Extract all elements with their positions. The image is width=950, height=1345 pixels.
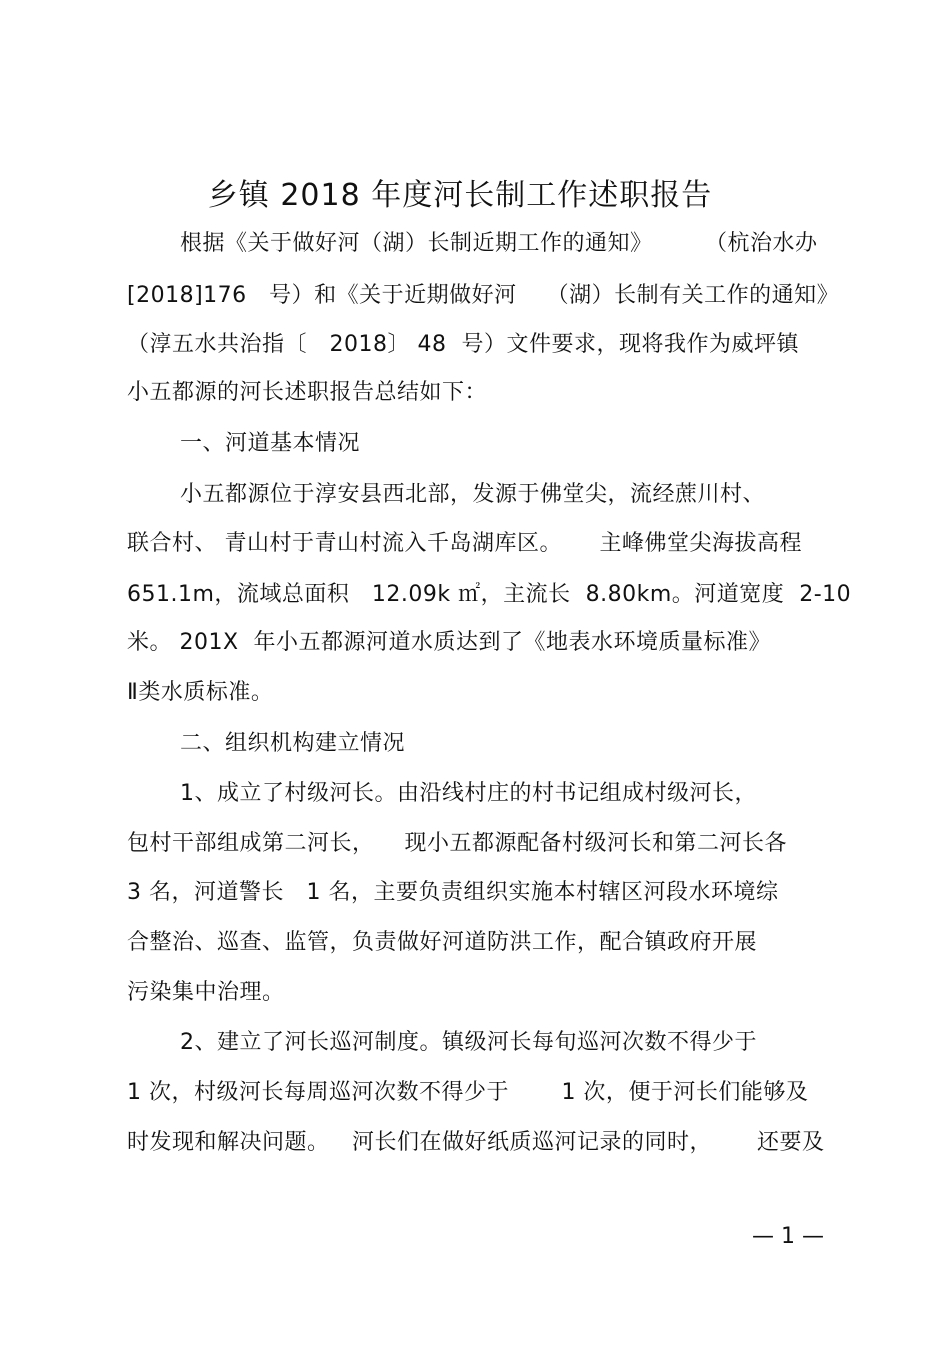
body-line-14: 污染集中治理。 [127,980,285,1005]
body-line-3: （淳五水共治指〔 2018〕 48 号）文件要求，现将我作为威坪镇 [127,332,799,357]
document-title: 乡镇 2018 年度河长制工作述职报告 [207,178,713,213]
body-line-10: 1、成立了村级河长。由沿线村庄的村书记组成村级河长， [180,781,757,806]
body-line-2: [2018]176 号）和《关于近期做好河 （湖）长制有关工作的通知》 [127,283,840,308]
body-line-16: 1 次，村级河长每周巡河次数不得少于 1 次，便于河长们能够及 [127,1080,809,1105]
section-heading-2: 二、组织机构建立情况 [180,731,406,756]
body-line-17: 时发现和解决问题。 河长们在做好纸质巡河记录的同时， 还要及 [127,1130,825,1155]
body-line-13: 合整治、巡查、监管，负责做好河道防洪工作，配合镇政府开展 [127,930,758,955]
body-line-7: 651.1m，流域总面积 12.09k ㎡，主流长 8.80km。河道宽度 2-10 [127,582,852,607]
body-line-12: 3 名，河道警长 1 名，主要负责组织实施本村辖区河段水环境综 [127,880,779,905]
page-number: — 1 — [752,1224,824,1249]
section-heading-1: 一、河道基本情况 [180,431,361,456]
body-line-15: 2、建立了河长巡河制度。镇级河长每旬巡河次数不得少于 [180,1030,757,1055]
body-line-5: 小五都源位于淳安县西北部，发源于佛堂尖，流经蔗川村、 [180,482,766,507]
body-line-11: 包村干部组成第二河长， 现小五都源配备村级河长和第二河长各 [127,831,787,856]
body-line-6: 联合村、 青山村于青山村流入千岛湖库区。 主峰佛堂尖海拔高程 [127,531,802,556]
body-line-9: Ⅱ类水质标准。 [127,680,274,705]
body-line-4: 小五都源的河长述职报告总结如下： [127,380,488,405]
body-line-8: 米。 201X 年小五都源河道水质达到了《地表水环境质量标准》 [127,630,772,655]
body-line-1: 根据《关于做好河（湖）长制近期工作的通知》 （杭治水办 [180,231,818,256]
